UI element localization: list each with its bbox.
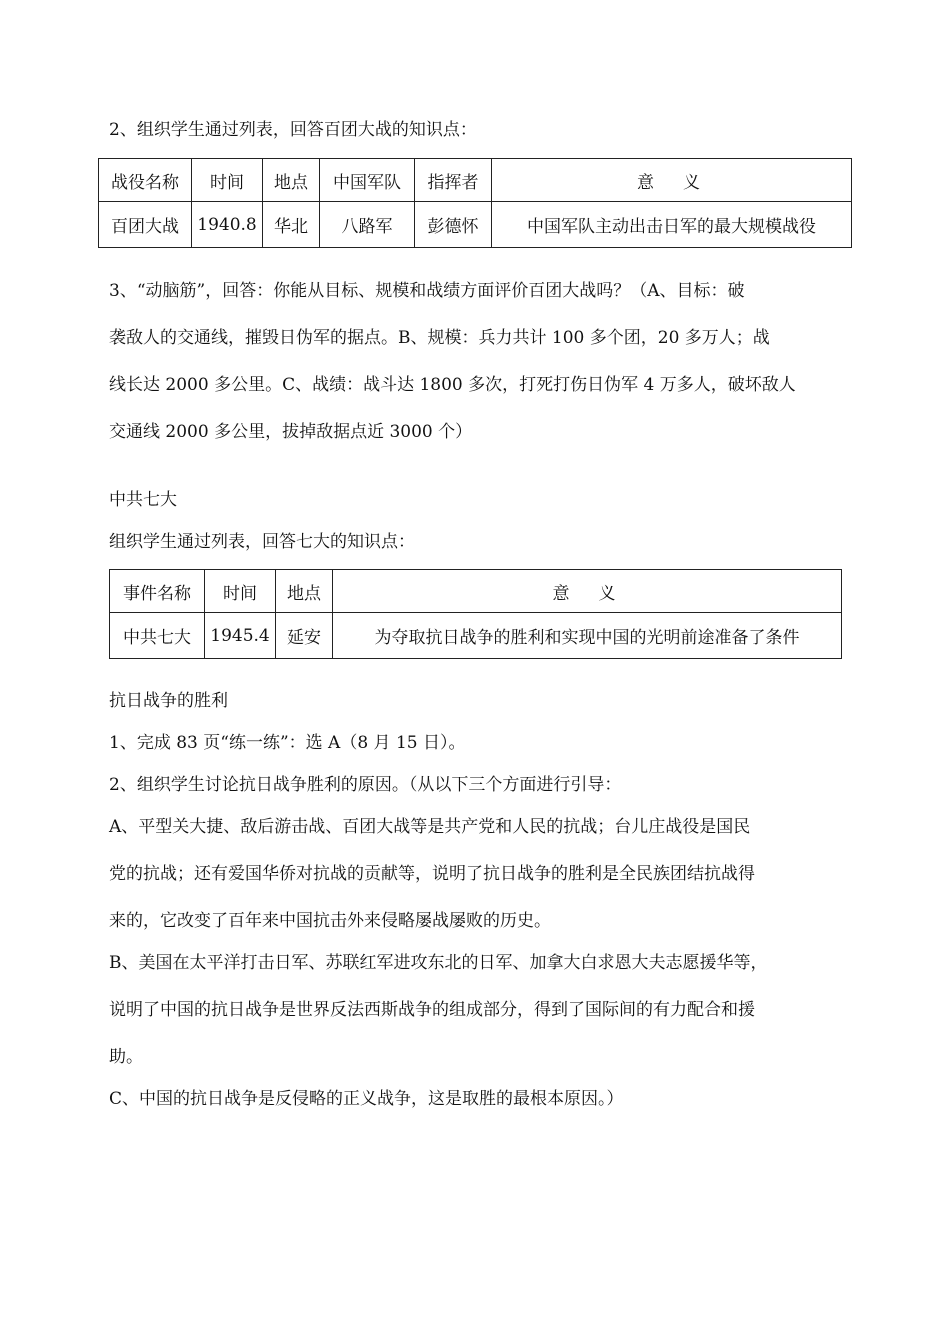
victory-line: B、美国在太平洋打击日军、苏联红军进攻东北的日军、加拿大白求恩大夫志愿援华等， [109, 953, 768, 973]
baituan-table [98, 158, 852, 248]
header-cell: 地点 [276, 570, 333, 613]
qida-intro: 组织学生通过列表，回答七大的知识点： [109, 532, 415, 552]
table-cell: 百团大战 [99, 202, 192, 248]
header-cell: 事件名称 [110, 570, 205, 613]
table-cell: 彭德怀 [415, 202, 492, 248]
table-row [110, 613, 842, 659]
table-cell: 中共七大 [110, 613, 205, 659]
table-cell: 八路军 [320, 202, 415, 248]
victory-line: C、中国的抗日战争是反侵略的正义战争，这是取胜的最根本原因。） [109, 1089, 624, 1109]
table-cell: 中国军队主动出击日军的最大规模战役 [492, 202, 852, 248]
victory-heading: 抗日战争的胜利 [109, 691, 228, 711]
victory-line: 助。 [109, 1047, 143, 1067]
question-line: 线长达 2000 多公里。C、战绩：战斗达 1800 多次，打死打伤日伪军 4 万多人，破坏敌人 [109, 375, 796, 395]
question-line: 交通线 2000 多公里，拔掉敌据点近 3000 个） [109, 422, 473, 442]
table-cell: 为夺取抗日战争的胜利和实现中国的光明前途准备了条件 [333, 613, 842, 659]
victory-line: 党的抗战；还有爱国华侨对抗战的贡献等，说明了抗日战争的胜利是全民族团结抗战得 [109, 864, 755, 884]
header-cell: 时间 [205, 570, 276, 613]
victory-line: 说明了中国的抗日战争是世界反法西斯战争的组成部分，得到了国际间的有力配合和援 [109, 1000, 755, 1020]
header-cell: 时间 [192, 159, 263, 202]
header-cell: 战役名称 [99, 159, 192, 202]
victory-line: A、平型关大捷、敌后游击战、百团大战等是共产党和人民的抗战；台儿庄战役是国民 [109, 817, 751, 837]
table-header-row [99, 159, 852, 202]
table-row [99, 202, 852, 248]
question-line: 袭敌人的交通线，摧毁日伪军的据点。B、规模：兵力共计 100 多个团，20 多万人；战 [109, 328, 770, 348]
header-cell: 意 义 [492, 159, 852, 202]
question-line: 3、“动脑筋”，回答：你能从目标、规模和战绩方面评价百团大战吗？（A、目标：破 [109, 281, 745, 301]
table-cell: 华北 [263, 202, 320, 248]
header-cell: 中国军队 [320, 159, 415, 202]
header-cell: 意 义 [333, 570, 842, 613]
table-cell: 延安 [276, 613, 333, 659]
header-cell: 地点 [263, 159, 320, 202]
table-cell: 1940.8 [192, 202, 263, 248]
baituan-intro: 2、组织学生通过列表，回答百团大战的知识点： [109, 120, 477, 140]
table-cell: 1945.4 [205, 613, 276, 659]
header-cell: 指挥者 [415, 159, 492, 202]
victory-line: 1、完成 83 页“练一练”：选 A（8 月 15 日）。 [109, 733, 466, 753]
qida-table [109, 569, 842, 659]
victory-line: 来的，它改变了百年来中国抗击外来侵略屡战屡败的历史。 [109, 911, 551, 931]
victory-line: 2、组织学生讨论抗日战争胜利的原因。（从以下三个方面进行引导： [109, 775, 622, 795]
qida-heading: 中共七大 [109, 490, 177, 510]
table-header-row [110, 570, 842, 613]
